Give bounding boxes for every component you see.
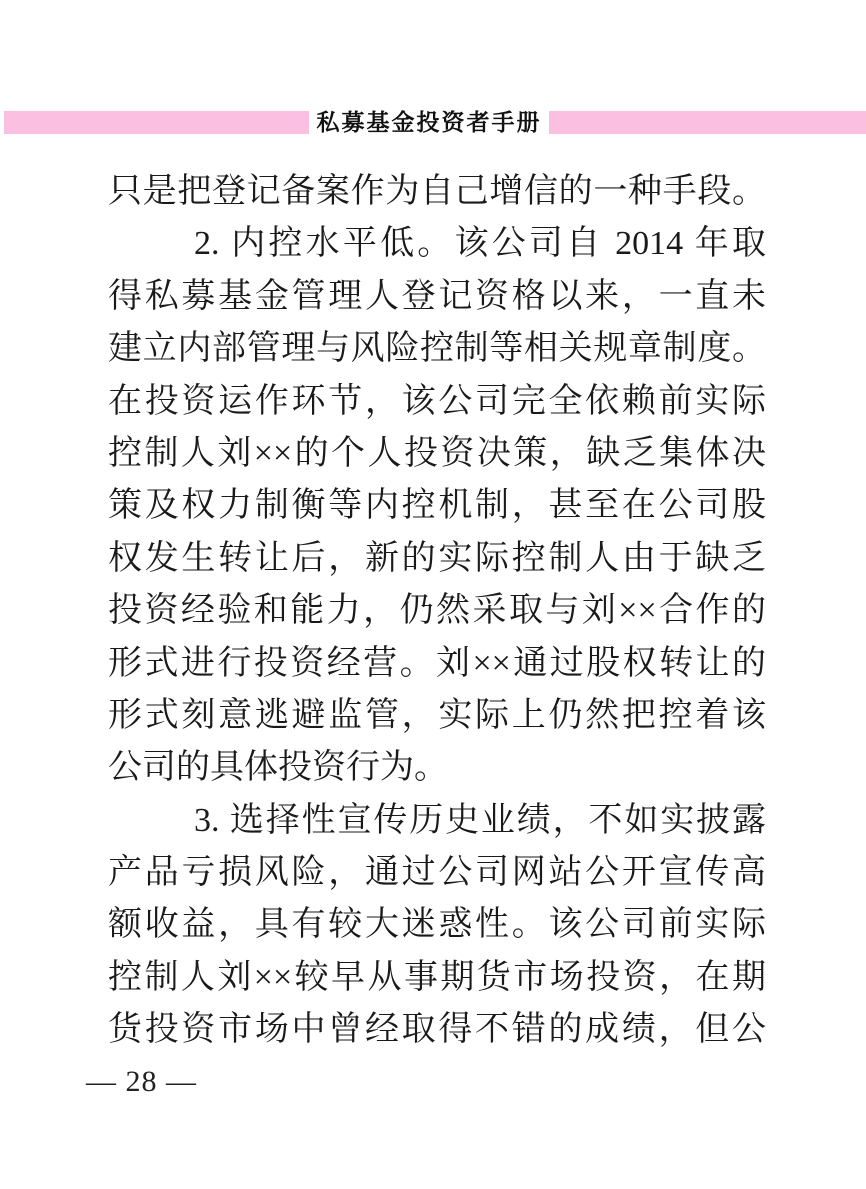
header-bar-right: [549, 111, 866, 134]
text-line: 控制人刘××的个人投资决策，缺乏集体决: [108, 434, 766, 472]
text-line: 货投资市场中曾经取得不错的成绩，但公: [108, 1011, 766, 1049]
text-line: 投资经验和能力，仍然采取与刘××合作的: [108, 592, 766, 630]
header-bar-left: [4, 111, 309, 134]
text-line: 形式刻意逃避监管，实际上仍然把控着该: [108, 696, 766, 734]
text-line: 策及权力制衡等内控机制，甚至在公司股: [108, 487, 766, 525]
text-line: 在投资运作环节，该公司完全依赖前实际: [108, 382, 766, 420]
text-line: 控制人刘××较早从事期货市场投资，在期: [108, 958, 766, 996]
text-line: 建立内部管理与风险控制等相关规章制度。: [108, 330, 766, 368]
text-line: 权发生转让后，新的实际控制人由于缺乏: [108, 539, 766, 577]
body-text: [108, 166, 766, 1057]
text-line: 得私募基金管理人登记资格以来，一直未: [108, 277, 766, 315]
text-line: 额收益，具有较大迷惑性。该公司前实际: [108, 906, 766, 944]
text-line: 3. 选择性宣传历史业绩，不如实披露: [194, 801, 766, 839]
text-line: 只是把登记备案作为自己增信的一种手段。: [108, 173, 766, 210]
page-number: — 28 —: [86, 1065, 197, 1098]
text-line: 形式进行投资经营。刘××通过股权转让的: [108, 644, 766, 682]
text-line: 2. 内控水平低。该公司自 2014 年取: [194, 225, 766, 263]
text-line: 产品亏损风险，通过公司网站公开宣传高: [108, 854, 766, 892]
text-line: 公司的具体投资行为。: [108, 749, 448, 787]
page-header-title: 私募基金投资者手册: [316, 109, 542, 135]
